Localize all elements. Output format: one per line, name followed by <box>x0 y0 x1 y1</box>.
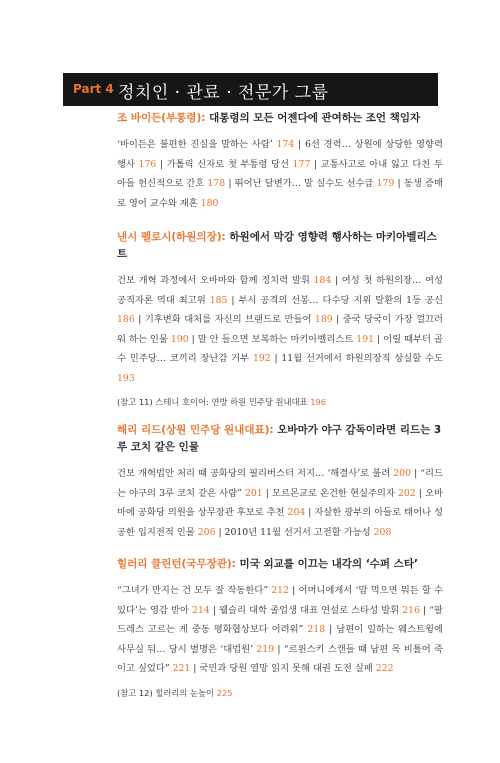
section-subtitle: 대통령의 모든 어젠다에 관여하는 조언 책임자 <box>209 112 421 124</box>
toc-entry[interactable]: 모르몬교로 온건한 현실주의자 <box>271 487 395 499</box>
toc-entry[interactable]: 11월 선거에서 하원의장직 상실할 수도 <box>281 353 443 364</box>
reference-note[interactable] <box>117 396 443 408</box>
page-number: 221 <box>172 663 191 674</box>
page-number: 184 <box>313 275 332 286</box>
page-number: 200 <box>393 468 412 479</box>
part-title: 정치인 · 관료 · 전문가 그룹 <box>118 83 329 103</box>
page-number: 176 <box>138 158 157 170</box>
page-number: 219 <box>256 643 275 655</box>
section-subtitle: 오바마가 야구 감독이라면 리드는 3루 코치 같은 인물 <box>117 424 442 453</box>
page-number: 190 <box>170 333 189 345</box>
page-number: 216 <box>402 604 420 616</box>
section-person: 힐러리 클린턴(국무장관): <box>117 558 236 570</box>
section-subtitle: 미국 외교를 이끄는 내각의 ‘수퍼 스타’ <box>239 558 418 570</box>
page-number: 225 <box>216 687 233 698</box>
page-number: 206 <box>197 526 216 538</box>
part-header-band <box>63 73 438 106</box>
toc-entry[interactable]: “그녀가 만지는 건 모두 잘 작동한다” <box>117 585 269 596</box>
toc-entry[interactable]: 2010년 11월 선거서 고전할 가능성 <box>224 526 371 538</box>
toc-entry[interactable]: 건보 개혁법안 처리 때 공화당의 필리버스터 저지… ‘해결사’로 불려 <box>117 468 391 479</box>
page-number: 180 <box>200 197 219 209</box>
toc-entry[interactable]: 어릴 때부터 골수 민주당… 코끼리 장난감 거부 <box>117 333 443 364</box>
toc-entry[interactable]: 여성 첫 하원의장… 여성 공직자론 역대 최고위 <box>117 275 443 306</box>
page-number: 202 <box>397 487 416 499</box>
toc-entry[interactable]: “리드는 야구의 3루 코치 같은 사람” <box>117 468 443 499</box>
reference-note-text: (참고 11) 스테니 호이어: 연방 하원 민주당 원내대표 <box>117 397 308 407</box>
page-number: 214 <box>192 604 210 616</box>
reference-note[interactable] <box>117 687 443 699</box>
toc-section-biden <box>117 110 443 213</box>
toc-entry[interactable]: 가톨릭 신자로 첫 부통령 당선 <box>166 158 289 170</box>
page-number: 177 <box>292 158 311 170</box>
toc-entry[interactable]: 기후변화 대처를 자신의 브랜드로 만들어 <box>144 314 312 325</box>
page-number: 196 <box>310 397 327 407</box>
page-number: 189 <box>314 314 333 325</box>
toc-entry[interactable]: 말 안 들으면 보복하는 마키아벨리스트 <box>197 333 354 345</box>
toc-entry[interactable]: 남편이 일하는 웨스트윙에 사무실 둬… 당시 별명은 ‘대법원’ <box>117 624 444 655</box>
page-number: 179 <box>376 178 395 189</box>
section-entries: 건보 개혁 과정에서 오바마와 함께 정치력 발휘 184 | 여성 첫 하원의장… 여성 공직자론 역대 최고위 185 | 부시 공격의 선봉… 다수당 지위 탈환의 1등 공신 186 | 기후변화 대처를 자신의 브랜드로 만들어 189 | 중국 당국이 가장 껄끄러워 하는 인물 190 | 말 안 들으면 보복하는 마키아벨리스트 191 | 어릴 때부터 골수 민주당… 코끼리 장난감 거부 192 | 11월 선거에서 하원의장직 상실할 수도 193 <box>117 275 443 384</box>
toc-entry[interactable]: 뛰어난 달변가… 말 실수도 선수급 <box>234 178 374 189</box>
page-number: 204 <box>287 507 306 518</box>
section-entries: 건보 개혁법안 처리 때 공화당의 필리버스터 저지… ‘해결사’로 불려 200 | “리드는 야구의 3루 코치 같은 사람” 201 | 모르몬교로 온건한 현실주의자 202 | 오바마에 공화당 의원을 상무장관 후보로 추천 204 | 자살한 광부의 아들로 태어나 성공한 입지전적 인물 206 | 2010년 11월 선거서 고전할 가능성 208 <box>117 468 443 538</box>
section-person: 조 바이든(부통령): <box>117 112 206 124</box>
page-number: 193 <box>117 372 135 384</box>
toc-entry[interactable]: 6선 경력… 상원에 상당한 영향력 행사 <box>117 139 444 170</box>
section-heading <box>117 556 443 573</box>
toc-entry[interactable]: 오바마에 공화당 의원을 상무장관 후보로 추천 <box>117 487 443 518</box>
section-heading <box>117 229 443 263</box>
toc-entry[interactable]: “팔 드레스 고르는 게 중동 평화협상보다 어려워” <box>117 604 443 635</box>
page-number: 185 <box>209 294 228 306</box>
page-number: 208 <box>373 526 392 538</box>
section-person: 해리 리드(상원 민주당 원내대표): <box>117 424 274 436</box>
toc-entry[interactable]: ‘바이든은 불편한 진실을 말하는 사람’ <box>117 139 273 150</box>
toc-entry[interactable]: 동생 증매로 영어 교수와 재혼 <box>117 178 443 209</box>
toc-content <box>117 108 443 699</box>
section-entries: “그녀가 만지는 건 모두 잘 작동한다” 212 | 어머니에게서 ‘맘 먹으면 뭐든 할 수 있다’는 영감 받아 214 | 웰슬리 대학 졸업생 대표 연설로 스타성 발휘 216 | “팔 드레스 고르는 게 중동 평화협상보다 어려워” 218 | 남편이 일하는 웨스트윙에 사무실 둬… 당시 별명은 ‘대법원’ 219 | “르윈스키 스캔들 때 남편 목 비틀어 죽이고 싶었다” 221 | 국민과 당원 열망 읽지 못해 대권 도전 실패 222 <box>117 585 444 674</box>
page-number: 212 <box>271 585 289 596</box>
page-number: 218 <box>307 624 326 635</box>
toc-entry[interactable]: 자살한 광부의 아들로 태어나 성공한 입지전적 인물 <box>117 507 443 538</box>
section-subtitle: 하원에서 막강 영향력 행사하는 마키아벨리스트 <box>117 231 437 260</box>
page-number: 222 <box>375 663 394 674</box>
toc-entry[interactable]: 국민과 당원 열망 읽지 못해 대권 도전 실패 <box>199 663 373 674</box>
toc-section-clinton <box>117 556 443 699</box>
page-number: 186 <box>117 314 135 325</box>
section-heading <box>117 422 443 456</box>
toc-entry[interactable]: 웰슬리 대학 졸업생 대표 연설로 스타성 발휘 <box>219 604 400 616</box>
toc-entry[interactable]: 어머니에게서 ‘맘 먹으면 뭐든 할 수 있다’는 영감 받아 <box>117 585 443 616</box>
page-number: 178 <box>207 178 226 189</box>
toc-entry[interactable]: 건보 개혁 과정에서 오바마와 함께 정치력 발휘 <box>117 275 310 286</box>
section-person: 낸시 펠로시(하원의장): <box>117 231 226 243</box>
toc-entry[interactable]: 중국 당국이 가장 껄끄러워 하는 인물 <box>117 314 443 345</box>
toc-entry[interactable]: 교통사고로 아내 잃고 다친 두 아들 헌신적으로 간호 <box>117 158 443 189</box>
part-label: Part 4 <box>73 82 114 96</box>
page-number: 201 <box>244 487 263 499</box>
toc-section-reid <box>117 422 443 542</box>
page-number: 174 <box>276 139 295 150</box>
reference-note-text: (참고 12) 힐러리의 눈높이 <box>117 687 215 698</box>
toc-entry[interactable]: 부시 공격의 선봉… 다수당 지위 탈환의 1등 공신 <box>238 294 443 306</box>
toc-section-pelosi <box>117 229 443 408</box>
section-heading <box>117 110 443 127</box>
page-number: 192 <box>252 353 271 364</box>
toc-entry[interactable]: “르윈스키 스캔들 때 남편 목 비틀어 죽이고 싶었다” <box>117 643 443 674</box>
section-entries: ‘바이든은 불편한 진실을 말하는 사람’ 174 | 6선 경력… 상원에 상당한 영향력 행사 176 | 가톨릭 신자로 첫 부통령 당선 177 | 교통사고로 아내 잃고 다친 두 아들 헌신적으로 간호 178 | 뛰어난 달변가… 말 실수도 선수급 179 | 동생 증매로 영어 교수와 재혼 180 <box>117 139 444 209</box>
page-number: 191 <box>356 333 375 345</box>
